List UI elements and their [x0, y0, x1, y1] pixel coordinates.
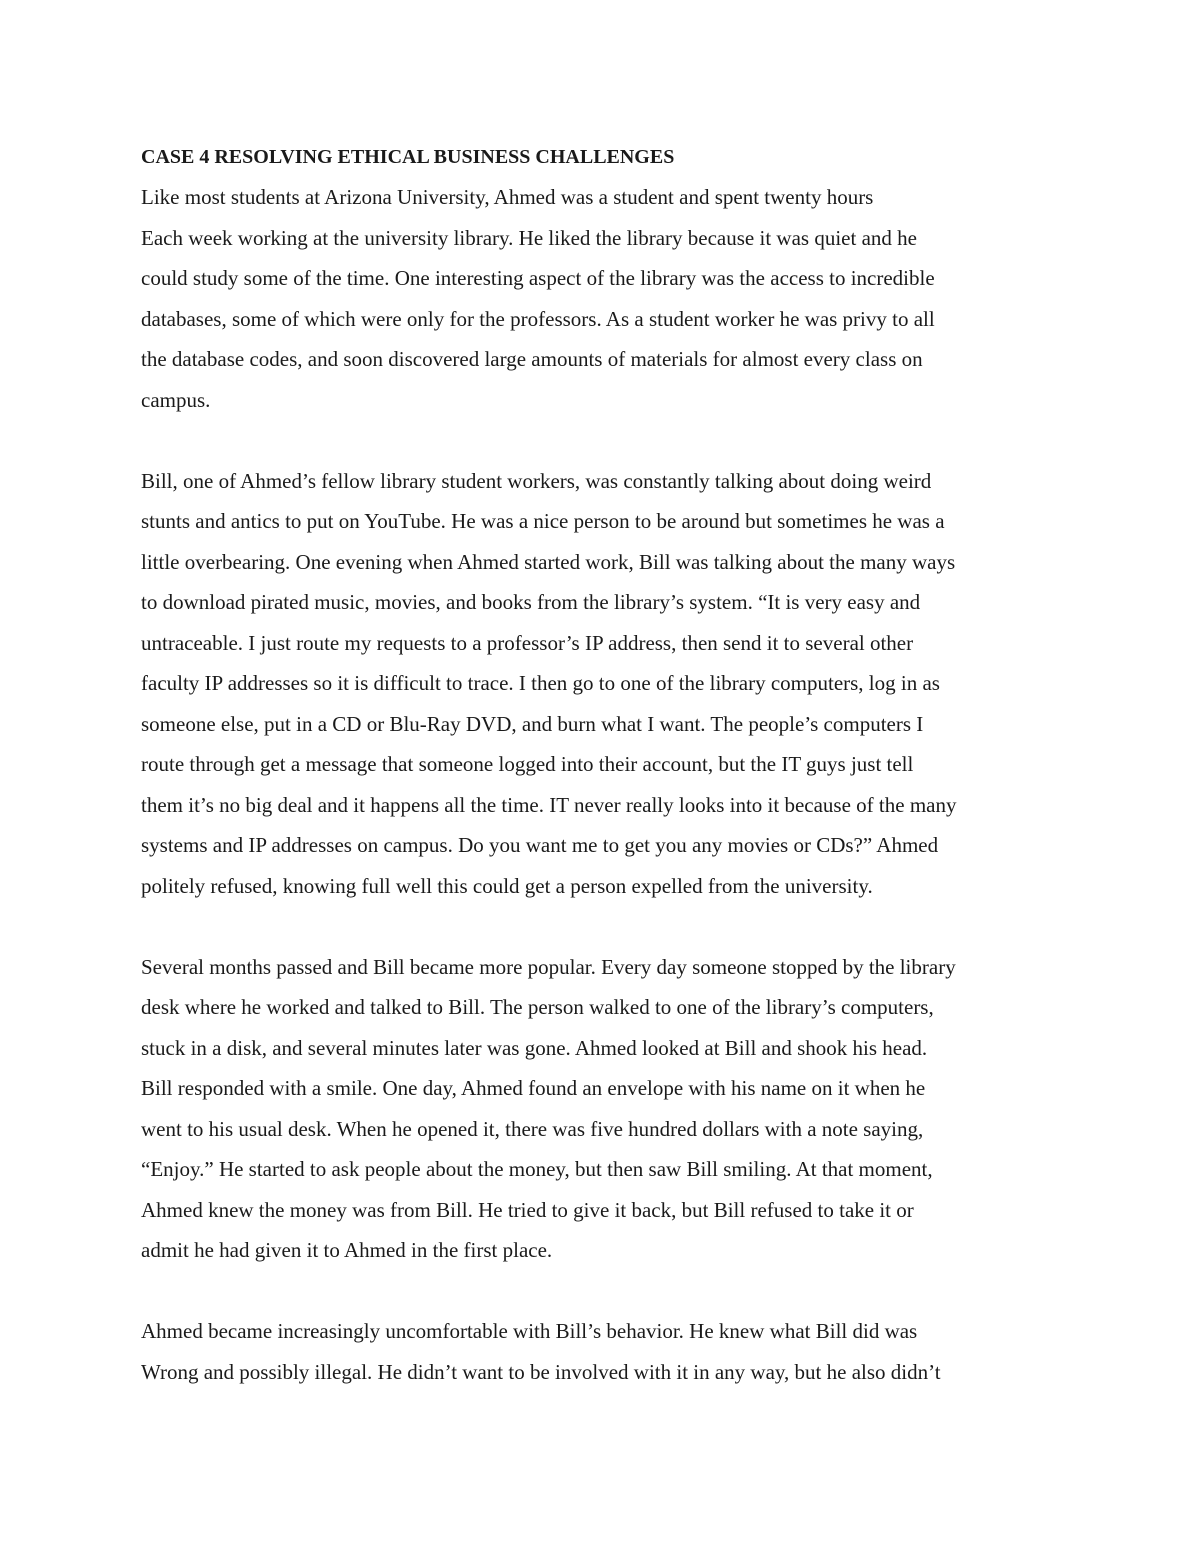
text-line: little overbearing. One evening when Ahmed started work, Bill was talking about the many ways: [141, 549, 956, 574]
text-line: stunts and antics to put on YouTube. He was a nice person to be around but sometimes he was a: [141, 509, 945, 533]
text-line: Bill, one of Ahmed’s fellow library student workers, was constantly talking about doing weird: [141, 468, 932, 493]
text-line: someone else, put in a CD or Blu-Ray DVD, and burn what I want. The people’s computers I: [141, 711, 924, 736]
paragraph-gap: [141, 420, 1071, 461]
text-line: Several months passed and Bill became more popular. Every day someone stopped by the library: [141, 954, 956, 979]
text-line: Bill responded with a smile. One day, Ahmed found an envelope with his name on it when he: [141, 1076, 926, 1100]
text-line: the database codes, and soon discovered large amounts of materials for almost every class on: [141, 347, 923, 371]
text-line: Ahmed became increasingly uncomfortable with Bill’s behavior. He knew what Bill did was: [141, 1319, 918, 1343]
paragraph-4: [141, 1311, 1071, 1392]
text-line: went to his usual desk. When he opened it, there was five hundred dollars with a note saying,: [141, 1116, 924, 1141]
paragraph-2: [141, 461, 1071, 907]
text-line: to download pirated music, movies, and books from the library’s system. “It is very easy and: [141, 590, 921, 614]
paragraph-3: [141, 947, 1071, 1271]
paragraph-gap: [141, 906, 1071, 947]
text-line: politely refused, knowing full well this could get a person expelled from the university.: [141, 873, 873, 898]
document-title: CASE 4 RESOLVING ETHICAL BUSINESS CHALLENGES: [141, 146, 675, 168]
text-line: Each week working at the university library. He liked the library because it was quiet and he: [141, 225, 917, 250]
paragraph-gap: [141, 1271, 1071, 1312]
text-line: campus.: [141, 387, 211, 412]
paragraph-1: [141, 177, 1071, 420]
document-body: [141, 137, 1071, 1392]
text-line: stuck in a disk, and several minutes later was gone. Ahmed looked at Bill and shook his head.: [141, 1035, 928, 1060]
text-line: admit he had given it to Ahmed in the first place.: [141, 1238, 553, 1262]
text-line: Ahmed knew the money was from Bill. He tried to give it back, but Bill refused to take it or: [141, 1197, 914, 1222]
text-line: route through get a message that someone logged into their account, but the IT guys just tell: [141, 752, 914, 776]
text-line: Like most students at Arizona University, Ahmed was a student and spent twenty hours: [141, 185, 874, 209]
text-line: faculty IP addresses so it is difficult to trace. I then go to one of the library computers, log in as: [141, 671, 940, 695]
text-line: databases, some of which were only for the professors. As a student worker he was privy to all: [141, 306, 935, 331]
text-line: systems and IP addresses on campus. Do you want me to get you any movies or CDs?” Ahmed: [141, 833, 939, 857]
text-line: them it’s no big deal and it happens all the time. IT never really looks into it because of the many: [141, 792, 957, 817]
text-line: untraceable. I just route my requests to a professor’s IP address, then send it to several other: [141, 630, 914, 655]
text-line: desk where he worked and talked to Bill. The person walked to one of the library’s computers,: [141, 995, 934, 1019]
text-line: could study some of the time. One interesting aspect of the library was the access to incredible: [141, 266, 935, 290]
text-line: Wrong and possibly illegal. He didn’t want to be involved with it in any way, but he also didn’t: [141, 1359, 941, 1384]
text-line: “Enjoy.” He started to ask people about the money, but then saw Bill smiling. At that moment,: [141, 1157, 933, 1181]
